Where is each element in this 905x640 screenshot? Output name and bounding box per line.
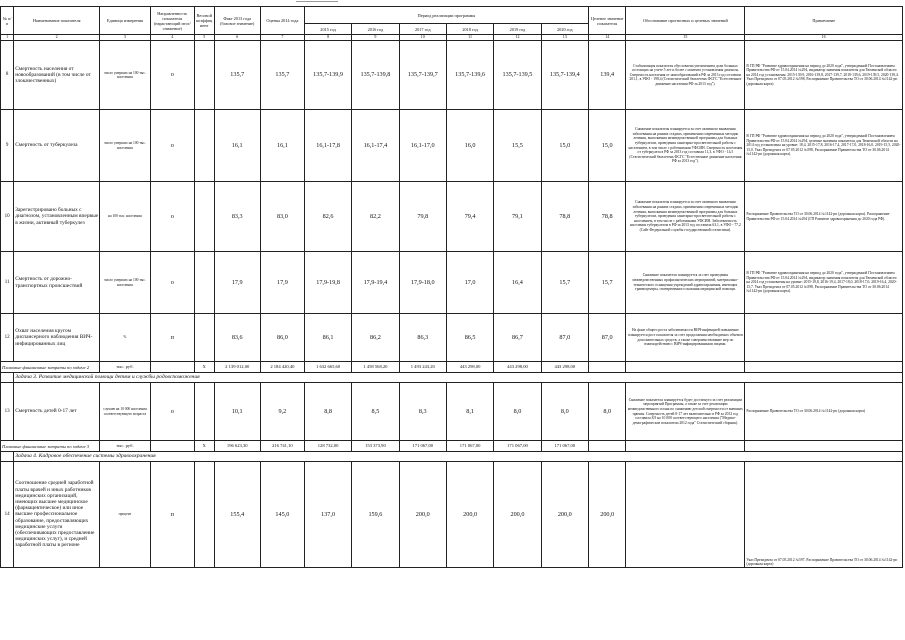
header-note: Примечание: [745, 7, 903, 35]
value-year: 17,0: [446, 252, 493, 314]
header-year: 2018 год: [446, 24, 493, 35]
value-year: 8,8: [304, 383, 351, 441]
justification-text: Стабилизация показателя обусловлена увеличением доли больных состоящих на учете 5 лет и более с момента установления диагноза. Смертность населения от новообразований в РФ за 2013 год составила 201,1, в УФО - 198,4 (Статистический бюллетень ФСГС "Естественное движение населения РФ за 2013 год").: [626, 41, 745, 110]
indicator-unit: на 100 тыс. населения: [100, 182, 151, 252]
value-fact-2013: 83,3: [214, 182, 260, 252]
value-fact-2013: 155,4: [214, 462, 260, 568]
value-year: 86,7: [494, 314, 541, 362]
header-unit: Единица измерения: [100, 7, 151, 35]
indicator-weight: [194, 383, 214, 441]
indicator-weight: [194, 110, 214, 182]
value-estimate-2014: 9,2: [260, 383, 304, 441]
task-4-heading: Задача 4. Кадровое обеспечение системы здравоохранения: [14, 452, 903, 462]
column-number: 12: [494, 35, 541, 41]
indicator-name: Зарегистрировано больных с диагнозом, установленным впервые в жизни, активный туберкулез: [14, 182, 100, 252]
column-number: 7: [260, 35, 304, 41]
column-number: 2: [14, 35, 100, 41]
indicator-weight: [194, 182, 214, 252]
value-year: 17,9-19,8: [304, 252, 351, 314]
total-year: 1 458 568,20: [352, 362, 399, 373]
column-number: 4: [150, 35, 194, 41]
total-year: 443 298,00: [494, 362, 541, 373]
total-row-task-3: [1, 441, 903, 452]
value-estimate-2014: 86,0: [260, 314, 304, 362]
indicator-unit: процент: [100, 462, 151, 568]
column-number: 6: [214, 35, 260, 41]
task-empty: [1, 452, 14, 462]
value-target: 87,0: [588, 314, 625, 362]
header-direction: Направленность показателя (нарастающий итог/снижение): [150, 7, 194, 35]
value-year: 15,7: [541, 252, 588, 314]
indicator-name: Соотношение средней заработной платы врачей и иных работников медицинских организаций, имеющих высшее медицинское (фармацевтическое) или иное высшее профессиональное образование, предоставляющих медицинские услуги (обеспечивающих предоставление медицинских услуг), и средней заработной платы в регионе: [14, 462, 100, 568]
header-name: Наименование показателя: [14, 7, 100, 35]
value-fact-2013: 135,7: [214, 41, 260, 110]
total-fact-2013: 2 139 012,00: [214, 362, 260, 373]
indicator-unit: число умерших на 100 тыс. населения: [100, 110, 151, 182]
indicator-name: Смертность детей 0-17 лет: [14, 383, 100, 441]
row-num: 12: [1, 314, 14, 362]
value-year: 135,7-139,4: [541, 41, 588, 110]
value-year: 86,3: [399, 314, 446, 362]
table-row: [1, 314, 903, 362]
header-year: 2015 год: [304, 24, 351, 35]
total-year: 1 632 665,60: [304, 362, 351, 373]
value-estimate-2014: 83,0: [260, 182, 304, 252]
column-number: 16: [745, 35, 903, 41]
total-year: 153 373,90: [352, 441, 399, 452]
indicator-name: Смертность от дорожно-транспортных происшествий: [14, 252, 100, 314]
row-num: 9: [1, 110, 14, 182]
indicator-weight: [194, 462, 214, 568]
column-number: 11: [446, 35, 493, 41]
row-num: 10: [1, 182, 14, 252]
value-year: 16,1-17,0: [399, 110, 446, 182]
column-number: 8: [304, 35, 351, 41]
value-target: 139,4: [588, 41, 625, 110]
total-year: 128 732,00: [304, 441, 351, 452]
value-year: 87,0: [541, 314, 588, 362]
value-year: 8,0: [541, 383, 588, 441]
table-row: [1, 252, 903, 314]
total-empty: [745, 441, 903, 452]
total-year: 171 067,00: [446, 441, 493, 452]
indicator-direction: п: [150, 314, 194, 362]
value-year: 200,0: [446, 462, 493, 568]
total-year: 443 298,00: [541, 362, 588, 373]
indicator-direction: о: [150, 383, 194, 441]
value-target: 78,8: [588, 182, 625, 252]
value-year: 79,8: [399, 182, 446, 252]
total-empty: [588, 362, 625, 373]
row-num: 14: [1, 462, 14, 568]
total-year: 1 493 243,20: [399, 362, 446, 373]
task-heading-row: [1, 452, 903, 462]
indicator-direction: п: [150, 462, 194, 568]
header-year: 2016 год: [352, 24, 399, 35]
value-year: 135,7-139,6: [446, 41, 493, 110]
total-year: 443 298,00: [446, 362, 493, 373]
value-estimate-2014: 135,7: [260, 41, 304, 110]
value-year: 135,7-139,8: [352, 41, 399, 110]
total-year: 171 067,00: [494, 441, 541, 452]
note-text: [745, 314, 903, 362]
value-estimate-2014: 17,9: [260, 252, 304, 314]
indicator-unit: число умерших на 100 тыс. населения: [100, 41, 151, 110]
value-year: 82,2: [352, 182, 399, 252]
total-unit: тыс. руб.: [100, 441, 151, 452]
column-number: 5: [194, 35, 214, 41]
value-fact-2013: 17,9: [214, 252, 260, 314]
note-text: Указ Президента от 07.05.2012 №597, Распоряжение Правительства ТО от 30.06.2014 №1142-рп (дорожная карта): [745, 462, 903, 568]
value-fact-2013: 83,6: [214, 314, 260, 362]
table-row: [1, 182, 903, 252]
indicator-direction: о: [150, 252, 194, 314]
header-year: 2020 год: [541, 24, 588, 35]
total-empty: [150, 441, 194, 452]
column-number: 1: [1, 35, 14, 41]
total-label: Плановые финансовые затраты по задаче 3: [1, 441, 100, 452]
indicator-table-sheet: [0, 6, 903, 568]
task-3-heading: Задача 3. Развитие медицинской помощи детям и службы родовспоможения: [14, 373, 903, 383]
justification-text: Снижение показателя планируется за счет активного выявления заболевания на ранних стадиях, применения современных методик лечения, выполнения межведомственной программы для больных туберкулезом, проведения санитарно-просветительной работы с населением, в том числе с работниками УФСИН. Смертность населения от туберкулеза в РФ за 2013 год составила 11,3, в УФО - 14,5 (Статистический бюллетень ФСГС "Естественное движение населения РФ за 2013 год").: [626, 110, 745, 182]
total-empty: [626, 441, 745, 452]
indicator-table: [0, 6, 903, 568]
value-year: 8,0: [494, 383, 541, 441]
indicator-weight: [194, 252, 214, 314]
header-year: 2019 год: [494, 24, 541, 35]
header-weight: Весовой коэффициент: [194, 7, 214, 35]
table-row: [1, 383, 903, 441]
value-year: 200,0: [399, 462, 446, 568]
value-year: 135,7-139,5: [494, 41, 541, 110]
value-year: 82,6: [304, 182, 351, 252]
value-year: 16,0: [446, 110, 493, 182]
value-year: 16,4: [494, 252, 541, 314]
indicator-unit: %: [100, 314, 151, 362]
value-year: 17,9-19,4: [352, 252, 399, 314]
header-target: Целевое значение показателя: [588, 7, 625, 35]
row-num: 13: [1, 383, 14, 441]
indicator-weight: [194, 41, 214, 110]
total-empty: [626, 362, 745, 373]
header-period: Период реализации программы: [304, 7, 588, 24]
value-target: 15,7: [588, 252, 625, 314]
value-year: 8,3: [399, 383, 446, 441]
row-num: 11: [1, 252, 14, 314]
note-text: Распоряжение Правительства ТО от 30.06.2014 №1142-рп (дорожная карта). Распоряжение Правительства РФ от 15.04.2014 №294 (ГП Развитие здравоохранения до 2020 года РФ).: [745, 182, 903, 252]
top-edge-mark: [296, 1, 338, 2]
indicator-direction: о: [150, 182, 194, 252]
row-num: 8: [1, 41, 14, 110]
header-year: 2017 год: [399, 24, 446, 35]
total-estimate-2014: 216 741,10: [260, 441, 304, 452]
note-text: В ГП РФ "Развитие здравоохранения на период до 2020 года", утвержденной Постановлением Правительства РФ от 15.04.2014 №294, индикатор значения показателя для Тюменской области на 2014 год установлены на уровне: 2015-19,8, 2016-19,4, 2017-18,0, 2018-17,0, 2019-16,4, 2020-15,7. Указ Президента от 07.05.2012 №598, Распоряжение Правительства ТО от 30.06.2014 №1142-рп (дорожная карта).: [745, 252, 903, 314]
value-year: 137,0: [304, 462, 351, 568]
justification-text: [626, 462, 745, 568]
value-year: 200,0: [494, 462, 541, 568]
total-empty: [588, 441, 625, 452]
value-year: 200,0: [541, 462, 588, 568]
header-justification: Обоснование прогнозных и целевых значений: [626, 7, 745, 35]
value-year: 8,5: [352, 383, 399, 441]
total-fact-2013: 196 623,30: [214, 441, 260, 452]
justification-text: Снижение показателя планируется будет достигнуто за счет реализации мероприятий Программы, а также за счет реализации межведомственного плана по снижению детской смертности от внешних причин. Смертность детей 0-17 лет включительно в РФ за 2012 год составила 8,9 на 10 000 соответствующего населения ("Медико-демографические показатели 2012 года" Статистический сборник).: [626, 383, 745, 441]
indicator-unit: число умерших на 100 тыс. населения: [100, 252, 151, 314]
value-year: 135,7-139,7: [399, 41, 446, 110]
value-year: 17,9-18,0: [399, 252, 446, 314]
value-estimate-2014: 16,1: [260, 110, 304, 182]
total-year: 171 067,00: [399, 441, 446, 452]
value-year: 79,4: [446, 182, 493, 252]
task-empty: [1, 373, 14, 383]
total-empty: [745, 362, 903, 373]
table-row: [1, 110, 903, 182]
indicator-name: Смертность населения от новообразований (в том числе от злокачественных): [14, 41, 100, 110]
value-year: 15,0: [541, 110, 588, 182]
column-number: 3: [100, 35, 151, 41]
indicator-name: Смертность от туберкулеза: [14, 110, 100, 182]
total-row-task-2: [1, 362, 903, 373]
column-number: 13: [541, 35, 588, 41]
indicator-direction: о: [150, 41, 194, 110]
header-row-top: [1, 7, 903, 24]
value-target: 200,0: [588, 462, 625, 568]
justification-text: Снижение показателя планируется за счет активного выявления заболевания на ранних стадиях, применения современных методик лечения, выполнения межведомственной программы для больных туберкулезом, проведения санитарно-просветительной работы с населением, в том числе с работниками УФСИН. Заболеваемость населения туберкулезом в РФ за 2013 год составила 63,1, в УФО - 77,2 (Сайт Федеральной службы государственной статистики).: [626, 182, 745, 252]
column-number: 10: [399, 35, 446, 41]
value-fact-2013: 16,1: [214, 110, 260, 182]
value-year: 8,1: [446, 383, 493, 441]
value-year: 86,1: [304, 314, 351, 362]
total-estimate-2014: 2 184 420,40: [260, 362, 304, 373]
justification-text: Снижение показателя планируется за счет проведения межведомственных профилактических мероприятий, материально-технического оснащения учреждений здравоохранения, имеющих травмоцентры, своевременного оказания медицинской помощи.: [626, 252, 745, 314]
indicator-weight: [194, 314, 214, 362]
header-fact-2013: Факт 2013 года (базовое значение): [214, 7, 260, 35]
task-heading-row: [1, 373, 903, 383]
total-year: 171 067,00: [541, 441, 588, 452]
value-year: 159,6: [352, 462, 399, 568]
total-empty: [150, 362, 194, 373]
value-year: 16,1-17,4: [352, 110, 399, 182]
total-label: Плановые финансовые затраты по задаче 2: [1, 362, 100, 373]
header-num: № п/п: [1, 7, 14, 35]
value-year: 86,5: [446, 314, 493, 362]
header-estimate-2014: Оценка 2014 года: [260, 7, 304, 35]
value-estimate-2014: 145,0: [260, 462, 304, 568]
column-number: 14: [588, 35, 625, 41]
value-year: 79,1: [494, 182, 541, 252]
table-row: [1, 41, 903, 110]
value-year: 15,5: [494, 110, 541, 182]
indicator-direction: о: [150, 110, 194, 182]
indicator-name: Охват населения кругом диспансерного наблюдения ВИЧ-инфицированных лиц: [14, 314, 100, 362]
indicator-unit: случаев на 10 000 населения соответствующего возраста: [100, 383, 151, 441]
value-target: 15,0: [588, 110, 625, 182]
total-unit: тыс. руб.: [100, 362, 151, 373]
column-number: 9: [352, 35, 399, 41]
note-text: В ГП РФ "Развитие здравоохранения на период до 2020 года", утвержденной Постановлением Правительства РФ от 15.04.2014 №294, индикатор значения показателя для Тюменской области на 2014 год установлены: 2015-139,9, 2016-139,8, 2017-139,7, 2018-139,6, 2019-139,5, 2020-139,4. Указ Президента от 07.05.2012 №598, Распоряжение Правительства ТО от 30.06.2014 №1142-рп (дорожная карта).: [745, 41, 903, 110]
column-number: 15: [626, 35, 745, 41]
total-mark: X: [194, 441, 214, 452]
value-year: 78,8: [541, 182, 588, 252]
value-target: 8,0: [588, 383, 625, 441]
note-text: Распоряжение Правительства ТО от 30.06.2014 №1142-рп (дорожная карта): [745, 383, 903, 441]
total-mark: X: [194, 362, 214, 373]
value-year: 86,2: [352, 314, 399, 362]
value-year: 16,1-17,8: [304, 110, 351, 182]
value-fact-2013: 10,1: [214, 383, 260, 441]
note-text: В ГП РФ "Развитие здравоохранения на период до 2020 года", утвержденной Постановлением Правительства РФ от 15.04.2014 №294, целевые значения показателя для Тюменской области на 2014 год установлены на уровне: 18,4, 2015-17,8, 2016-17,4, 2017-17,0, 2018-16,0, 2019-15,5, 2020-15,0. Указ Президента от 07.05.2012 №598, Распоряжение Правительства ТО от 30.06.2014 №1142-рп (дорожная карта).: [745, 110, 903, 182]
value-year: 135,7-139,9: [304, 41, 351, 110]
table-row: [1, 462, 903, 568]
justification-text: На фоне общего роста заболеваемости ВИЧ-инфекцией повышение планируется рост показателя за счет продолжения необходимых объемов дополнительных средств, а также совершенствование мер по взаимодействию с ВИЧ-инфицированными лицами.: [626, 314, 745, 362]
